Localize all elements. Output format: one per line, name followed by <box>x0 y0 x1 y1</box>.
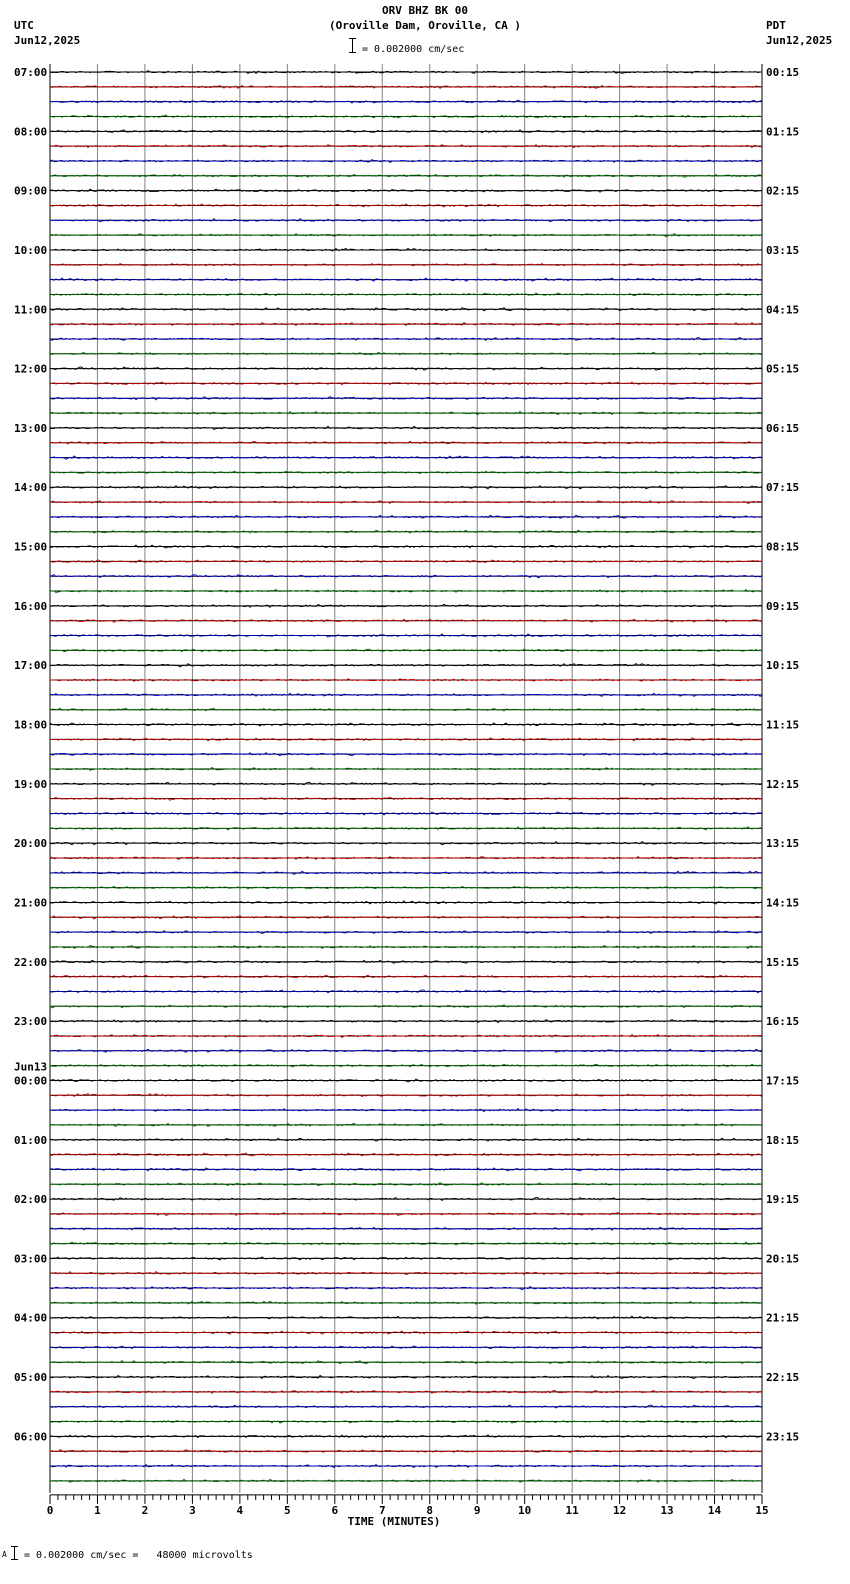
left-hour-label: 20:00 <box>14 837 48 851</box>
left-hour-label: 22:00 <box>14 955 48 969</box>
left-hour-label: 10:00 <box>14 243 48 257</box>
left-hour-label: 21:00 <box>14 896 48 910</box>
seismic-trace <box>50 1020 762 1023</box>
station-location: (Oroville Dam, Oroville, CA ) <box>328 19 522 32</box>
left-hour-label: 23:00 <box>14 1015 48 1029</box>
seismic-trace <box>50 1242 762 1245</box>
seismic-trace <box>50 723 762 726</box>
right-hour-label: 05:15 <box>766 362 800 376</box>
x-tick-label: 0 <box>46 1503 54 1517</box>
seismic-trace <box>50 664 762 667</box>
left-hour-label: 15:00 <box>14 540 48 554</box>
seismic-trace <box>50 649 762 652</box>
left-date: Jun12,2025 <box>14 34 81 47</box>
left-hour-label: 08:00 <box>14 125 48 139</box>
right-hour-label: 09:15 <box>766 599 800 613</box>
header-scale-text: = 0.002000 cm/sec <box>362 44 465 55</box>
footer-scale-text: = 0.002000 cm/sec = 48000 microvolts <box>24 1550 253 1561</box>
seismic-trace <box>50 219 762 222</box>
right-hour-label: 03:15 <box>766 243 800 257</box>
left-hour-label: 11:00 <box>14 303 48 317</box>
left-hour-label: 18:00 <box>14 718 48 732</box>
right-hour-label: 12:15 <box>766 777 800 791</box>
right-hour-label: 20:15 <box>766 1252 800 1266</box>
x-tick-label: 14 <box>707 1503 722 1517</box>
seismic-trace <box>50 1420 762 1423</box>
seismic-trace <box>50 71 762 74</box>
seismic-trace <box>50 248 762 251</box>
seismic-trace <box>50 293 762 296</box>
x-tick-label: 9 <box>473 1503 481 1517</box>
seismic-trace <box>50 797 762 800</box>
left-hour-label: 01:00 <box>14 1133 48 1147</box>
x-tick-label: 7 <box>378 1503 386 1517</box>
x-tick-label: 8 <box>426 1503 434 1517</box>
x-tick-label: 5 <box>284 1503 291 1517</box>
seismic-trace <box>50 160 762 163</box>
right-hour-label: 10:15 <box>766 659 800 673</box>
left-hour-label: 03:00 <box>14 1252 48 1266</box>
station-title: ORV BHZ BK 00 <box>381 4 469 17</box>
left-hour-label: 12:00 <box>14 362 48 376</box>
seismic-trace <box>50 1064 762 1067</box>
left-hour-label: 14:00 <box>14 481 48 495</box>
seismic-trace <box>50 426 762 429</box>
left-hour-label: 07:00 <box>14 66 48 79</box>
seismic-trace <box>50 1301 762 1304</box>
seismic-trace <box>50 901 762 904</box>
right-hour-label: 01:15 <box>766 125 800 139</box>
seismic-trace <box>50 1198 762 1201</box>
right-hour-label: 08:15 <box>766 540 800 554</box>
seismic-trace <box>50 1450 762 1453</box>
right-hour-label: 00:15 <box>766 66 800 79</box>
right-hour-label: 23:15 <box>766 1430 800 1444</box>
left-hour-label: 02:00 <box>14 1193 48 1207</box>
left-hour-label: 16:00 <box>14 599 48 613</box>
seismic-trace <box>50 975 762 978</box>
left-hour-label: 19:00 <box>14 777 48 791</box>
right-hour-label: 06:15 <box>766 421 800 435</box>
x-tick-label: 4 <box>236 1503 244 1517</box>
seismic-trace <box>50 1405 762 1408</box>
x-axis-label: TIME (MINUTES) <box>347 1514 441 1528</box>
seismic-trace <box>50 1213 762 1216</box>
seismic-trace <box>50 115 762 118</box>
right-hour-label: 22:15 <box>766 1371 800 1385</box>
right-hour-label: 16:15 <box>766 1015 800 1029</box>
left-timezone: UTC <box>14 19 34 32</box>
seismic-trace <box>50 604 762 607</box>
left-hour-label: 06:00 <box>14 1430 48 1444</box>
seismic-trace <box>50 916 762 919</box>
left-hour-label: 17:00 <box>14 659 48 673</box>
left-hour-label: 00:00 <box>14 1074 48 1088</box>
right-date: Jun12,2025 <box>766 34 833 47</box>
seismic-trace <box>50 264 762 267</box>
right-hour-label: 17:15 <box>766 1074 800 1088</box>
seismic-trace <box>50 768 762 771</box>
seismic-trace <box>50 1361 762 1364</box>
right-hour-label: 19:15 <box>766 1193 800 1207</box>
seismic-trace <box>50 1390 762 1393</box>
left-hour-label: 13:00 <box>14 421 48 435</box>
x-tick-label: 13 <box>660 1503 674 1517</box>
x-tick-label: 6 <box>331 1503 339 1517</box>
seismic-trace <box>50 1005 762 1008</box>
right-hour-label: 13:15 <box>766 837 800 851</box>
left-date-change-label: Jun13 <box>14 1060 48 1074</box>
left-hour-label: 04:00 <box>14 1311 48 1325</box>
x-tick-label: 15 <box>755 1503 769 1517</box>
seismic-trace <box>50 1465 762 1468</box>
right-hour-label: 14:15 <box>766 896 800 910</box>
footer-scale-bar <box>14 1546 15 1560</box>
left-hour-label: 09:00 <box>14 184 48 198</box>
seismic-trace <box>50 441 762 444</box>
footer-marker: A <box>2 1550 7 1559</box>
seismic-trace <box>50 486 762 489</box>
right-hour-label: 11:15 <box>766 718 800 732</box>
seismic-trace <box>50 1183 762 1186</box>
x-tick-label: 12 <box>612 1503 627 1517</box>
x-tick-label: 1 <box>94 1503 101 1517</box>
x-tick-label: 3 <box>189 1503 196 1517</box>
right-hour-label: 02:15 <box>766 184 800 198</box>
seismic-trace <box>50 456 762 459</box>
x-tick-label: 10 <box>518 1503 532 1517</box>
seismic-trace <box>50 501 762 504</box>
right-hour-label: 07:15 <box>766 481 800 495</box>
right-timezone: PDT <box>766 19 786 32</box>
left-hour-label: 05:00 <box>14 1371 48 1385</box>
right-hour-label: 21:15 <box>766 1311 800 1325</box>
right-hour-label: 04:15 <box>766 303 800 317</box>
x-tick-label: 11 <box>565 1503 579 1517</box>
seismic-trace <box>50 990 762 993</box>
seismic-trace <box>50 708 762 711</box>
seismic-trace <box>50 1123 762 1126</box>
x-tick-label: 2 <box>141 1503 149 1517</box>
right-hour-label: 15:15 <box>766 955 800 969</box>
right-hour-label: 18:15 <box>766 1133 800 1147</box>
